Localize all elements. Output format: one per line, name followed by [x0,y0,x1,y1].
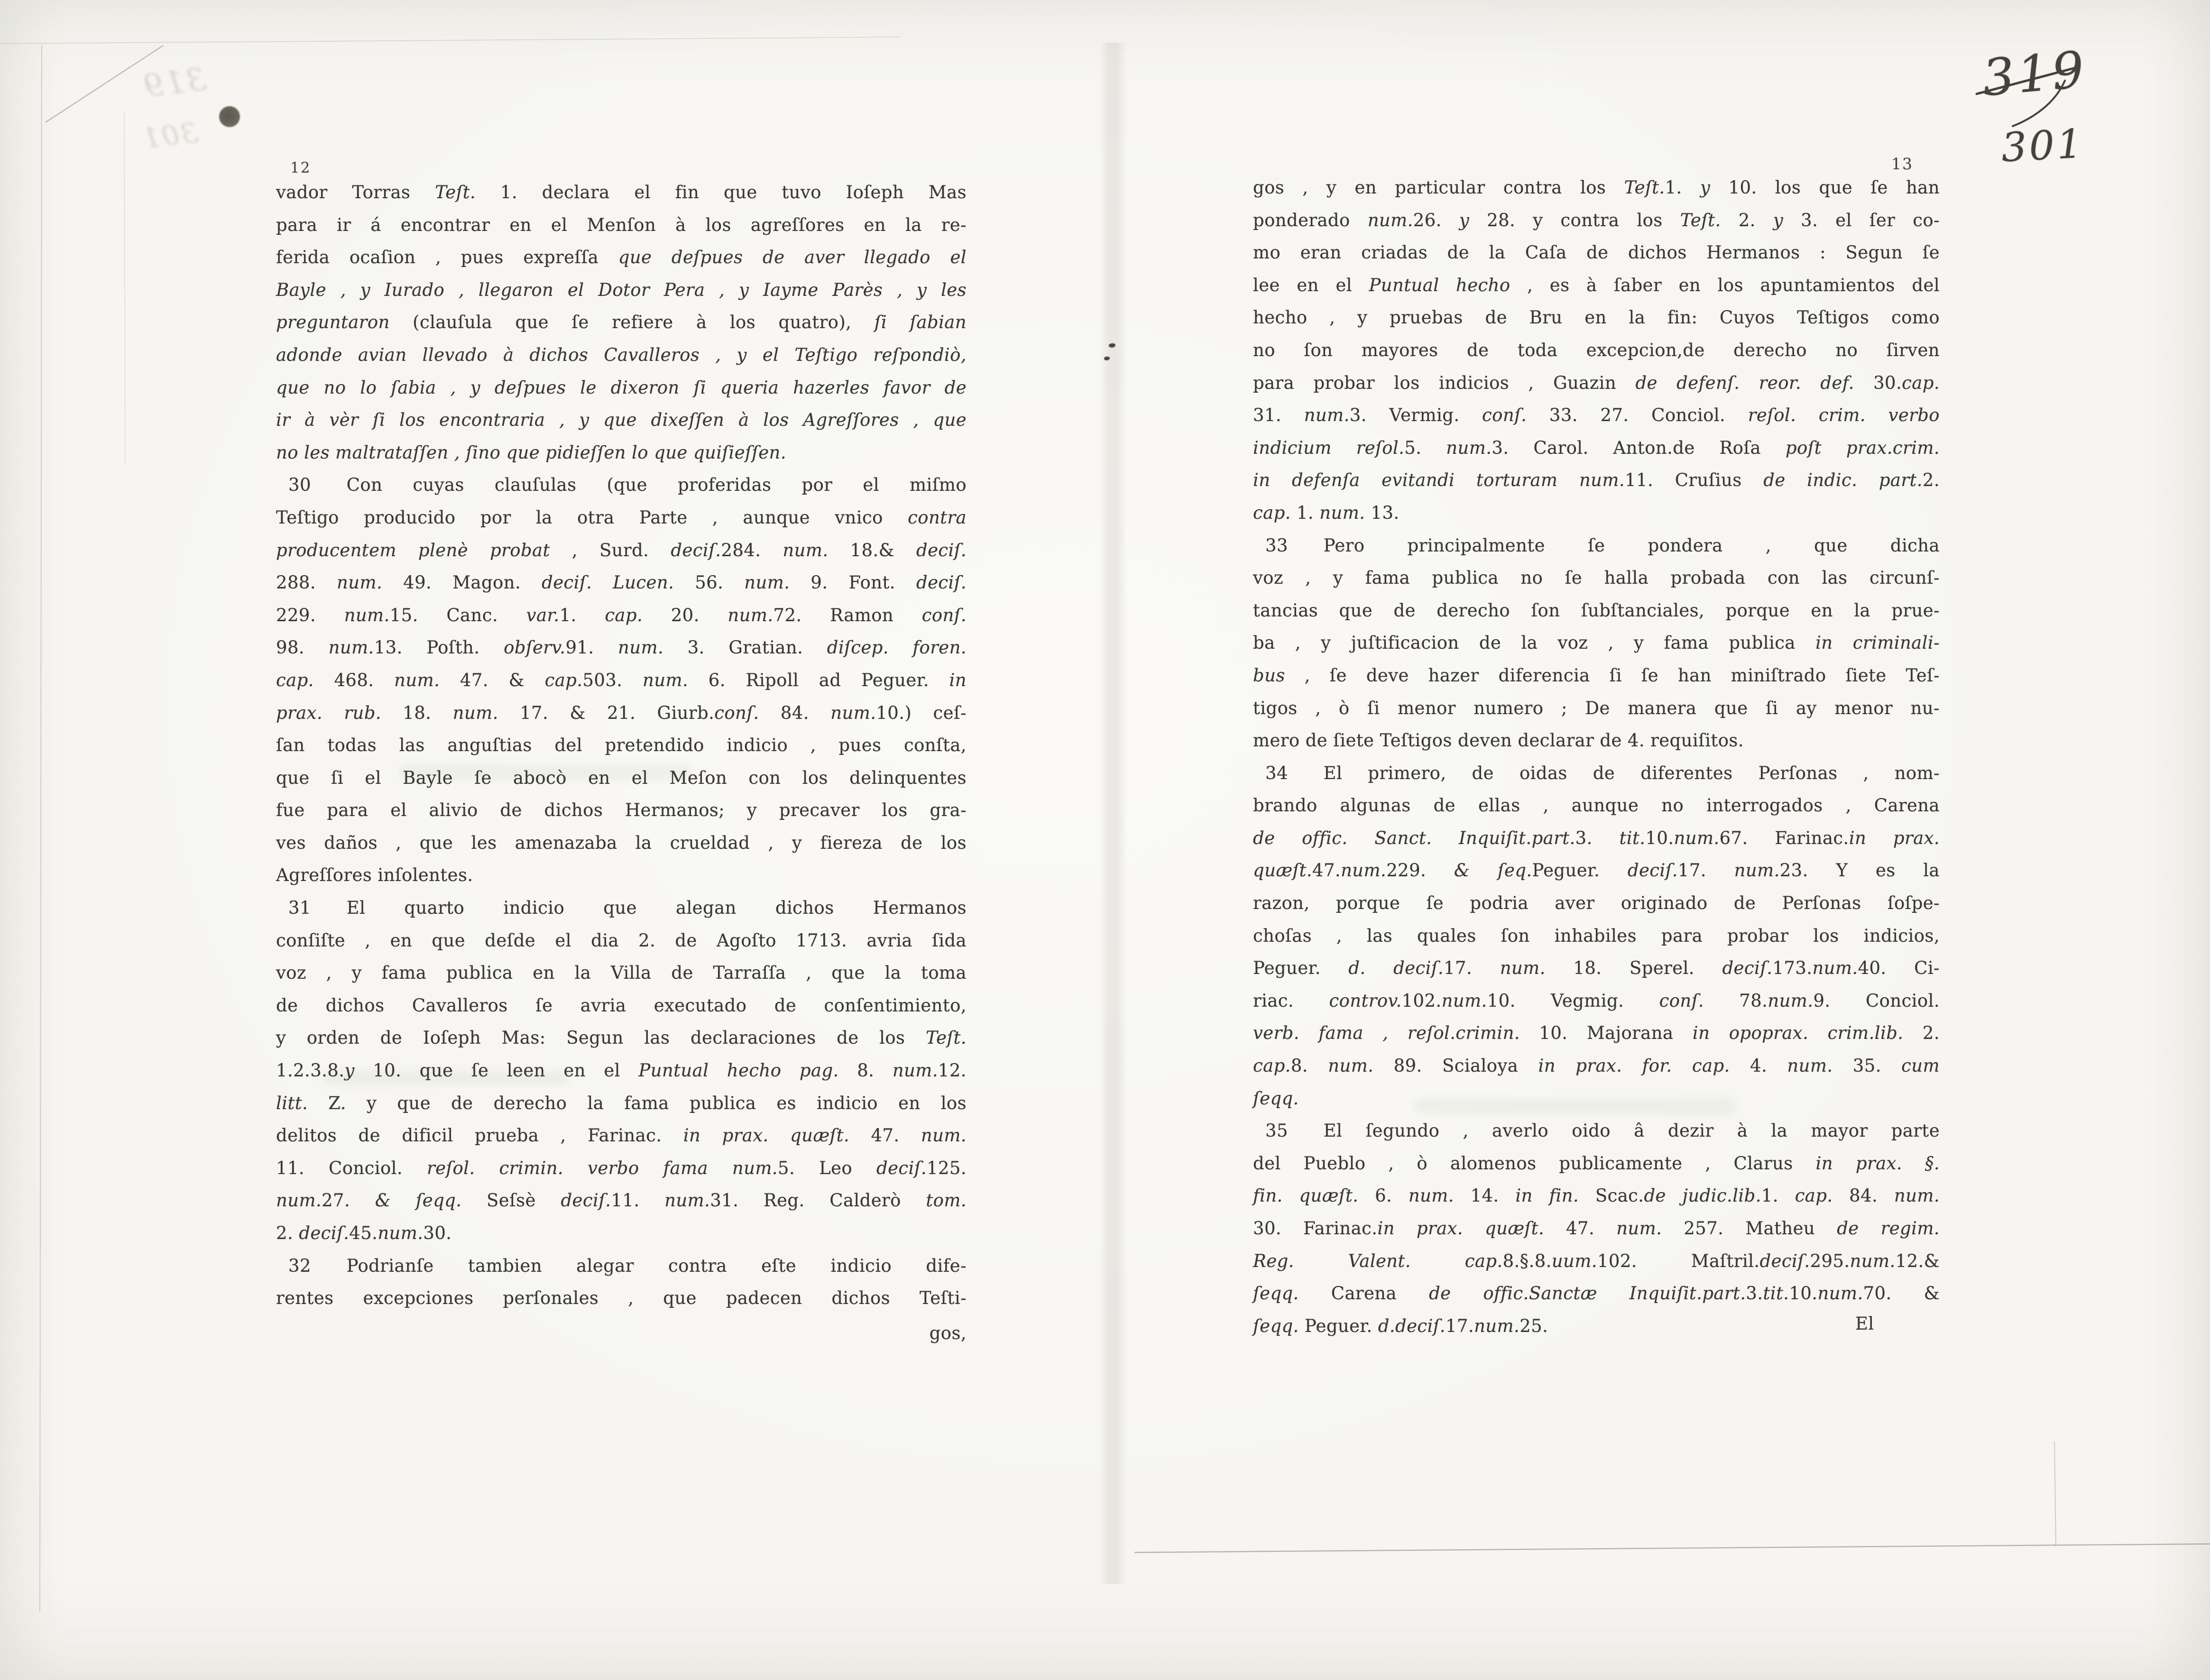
handwritten-folio-number: 301 [2000,120,2086,171]
text-line: bus , ſe deve hazer diferencia ſi ſe han miniſtrado ſiete Teſ- [1253,665,1940,686]
text-line: fue para el alivio de dichos Hermanos; y precaver los gra- [276,800,967,821]
text-line: choſas , las quales ſon inhabiles para probar los indicios, [1253,925,1940,946]
text-line: 11. Conciol. reſol. crimin. verbo fama num.5. Leo deciſ.125. [276,1157,967,1178]
text-line: delitos de dificil prueba , Farinac. in prax. quæſt. 47. num. [276,1125,967,1146]
right-page-text [1253,172,1940,1342]
ink-offset-ghost [139,116,200,155]
bottom-corner-edge [2054,1441,2056,1546]
text-line: ſeqq. Carena de offic.Sanctæ Inquiſit.part.3.tit.10.num.70. & [1253,1283,1940,1304]
text-line: 1.2.3.8.y 10. que ſe leen en el Puntual hecho pag. 8. num.12. [276,1060,967,1081]
text-line: Reg. Valent. cap.8.§.8.uum.102. Maſtril.deciſ.295.num.12.& [1253,1250,1940,1271]
text-line: razon, porque ſe podria aver originado de Perſonas ſoſpe- [1253,893,1940,914]
text-line: cap. 468. num. 47. & cap.503. num. 6. Ripoll ad Peguer. in [276,670,967,690]
ink-blot [219,106,240,127]
text-line: mero de ſiete Teſtigos deven declarar de 4. requiſitos. [1253,730,1744,751]
bottom-sheet-edge [1134,1544,2210,1552]
text-line: ves daños , que les amenazaba la crueldad , y fiereza de los [276,832,967,853]
text-line: ir à vèr ſi los encontraria , y que dixeſſen à los Agreſſores , que [276,410,967,431]
text-line: 31. num.3. Vermig. conſ. 33. 27. Conciol. reſol. crim. verbo [1253,405,1940,426]
text-line: vador Torras Teſt. 1. declara el fin que tuvo Ioſeph Mas [276,182,967,202]
text-line: 98. num.13. Poſth. obſerv.91. num. 3. Gratian. diſcep. foren. [276,637,967,658]
text-line: num.27. & ſeqq. Seſsè deciſ.11. num.31. Reg. Calderò tom. [276,1190,967,1211]
text-line: 288. num. 49. Magon. deciſ. Lucen. 56. num. 9. Font. deciſ. [276,572,967,593]
text-line: ponderado num.26. y 28. y contra los Teſt. 2. y 3. el ſer co- [1253,210,1940,230]
handwritten-folio-crossed-out: 319 [1980,40,2090,108]
text-line: brando algunas de ellas , aunque no interrogados , Carena [1253,795,1940,816]
text-line: litt. Z. y que de derecho la fama publica es indicio en los [276,1092,967,1113]
text-line: gos , y en particular contra los Teſt.1. y 10. los que ſe han [1253,177,1940,198]
text-line: que no lo ſabia , y deſpues le dixeron ſi queria hazerles favor de [276,377,967,398]
ink-offset-ghost [140,61,208,105]
text-line: no les maltrataſſen , ſino que pidieſſen lo que quiſieſſen. [276,442,786,463]
ghost-number: 319 [140,61,209,105]
text-line: voz , y fama publica en la Villa de Tarraſſa , que la toma [276,963,967,983]
text-line: indicium reſol.5. num.3. Carol. Anton.de Roſa poſt prax.crim. [1253,437,1940,458]
text-line: para probar los indicios , Guazin de defenſ. reor. def. 30.cap. [1253,372,1940,393]
text-line: riac. controv.102.num.10. Vegmig. conſ. 78.num.9. Conciol. [1253,990,1940,1011]
text-line: del Pueblo , ò alomenos publicamente , Clarus in prax. §. [1253,1153,1940,1174]
text-line: cap.8. num. 89. Scialoya in prax. for. cap. 4. num. 35. cum [1253,1056,1940,1076]
text-line: 33 Pero principalmente ſe pondera , que dicha [1265,535,1940,556]
text-line: que ſi el Bayle ſe abocò en el Meſon con los delinquentes [276,767,967,788]
text-line: Bayle , y Iurado , llegaron el Dotor Pera , y Iayme Parès , y les [276,279,967,300]
text-line: y orden de Ioſeph Mas: Segun las declaraciones de los Teſt. [276,1028,967,1048]
text-line: 30 Con cuyas clauſulas (que proferidas por el miſmo [288,475,967,496]
text-line: verb. fama , reſol.crimin. 10. Majorana in opoprax. crim.lib. 2. [1253,1023,1940,1044]
text-line: cap. 1. num. 13. [1253,502,1400,523]
text-line: conſiſte , en que deſde el dia 2. de Agoſto 1713. avria ſida [276,930,967,951]
text-line: fin. quæſt. 6. num. 14. in fin. Scac.de judic.lib.1. cap. 84. num. [1253,1185,1940,1206]
left-sheet-edge [40,46,42,1612]
text-line: Teſtigo producido por la otra Parte , aunque vnico contra [276,507,967,528]
catchword-right: El [1855,1313,1874,1334]
text-line: 2. deciſ.45.num.30. [276,1223,452,1243]
text-line: quæſt.47.num.229. & ſeq.Peguer. deciſ.17. num.23. Y es la [1253,860,1940,881]
text-line: ſeqq. Peguer. d.deciſ.17.num.25. [1253,1315,1548,1336]
text-line: ſeqq. [1253,1088,1299,1109]
text-line: ferida ocaſion , pues expreſſa que deſpues de aver llegado el [276,247,967,268]
top-sheet-edge [0,37,901,44]
under-sheet-edge [124,113,125,465]
text-line: para ir á encontrar en el Menſon à los agreſſores en la re- [276,214,967,235]
text-line: 30. Farinac.in prax. quæſt. 47. num. 257. Matheu de regim. [1253,1218,1940,1239]
text-line: 31 El quarto indicio que alegan dichos Hermanos [288,898,967,918]
text-line: de dichos Cavalleros ſe avria executado de conſentimiento, [276,995,967,1016]
text-line: Peguer. d. deciſ.17. num. 18. Sperel. deciſ.173.num.40. Ci- [1253,958,1940,979]
text-line: 229. num.15. Canc. var.1. cap. 20. num.72. Ramon conſ. [276,605,967,625]
left-page-text [276,176,967,1315]
text-line: ſan todas las anguſtias del pretendido indicio , pues conſta, [276,735,967,756]
text-line: mo eran criadas de la Caſa de dichos Hermanos : Segun ſe [1253,242,1940,263]
text-line: no ſon mayores de toda excepcion,de derecho no ſirven [1253,340,1940,360]
text-line: ba , y juſtificacion de la voz , y fama publica in criminali- [1253,633,1940,653]
text-line: lee en el Puntual hecho , es à ſaber en los apuntamientos del [1253,275,1940,295]
text-line: adonde avian llevado à dichos Cavalleros , y el Teſtigo reſpondiò, [276,344,967,365]
text-line: producentem plenè probat , Surd. deciſ.284. num. 18.& deciſ. [276,540,967,560]
text-line: tancias que de derecho ſon ſubſtanciales, porque en la prue- [1253,600,1940,621]
text-line: rentes excepciones perſonales , que padecen dichos Teſti- [276,1288,967,1309]
page-number-left: 12 [290,159,311,176]
text-line: de offic. Sanct. Inquiſit.part.3. tit.10.num.67. Farinac.in prax. [1253,827,1940,848]
text-line: Agreſſores inſolentes. [276,865,473,886]
page-number-right: 13 [1891,155,1913,173]
text-line: in defenſa evitandi torturam num.11. Cruſius de indic. part.2. [1253,470,1940,491]
text-line: 35 El ſegundo , averlo oido â dezir à la mayor parte [1265,1120,1940,1141]
ghost-number: 301 [139,116,200,156]
text-line: preguntaron (clauſula que ſe refiere à los quatro), ſi ſabian [276,312,967,333]
catchword-left: gos, [929,1323,967,1343]
text-line: hecho , y pruebas de Bru en la fin: Cuyos Teſtigos como [1253,307,1940,328]
text-line: 34 El primero, de oidas de diferentes Perſonas , nom- [1265,762,1940,783]
text-line: 32 Podrianſe tambien alegar contra eſte indicio dife- [288,1255,967,1276]
gutter-shadow [1099,43,1127,1584]
text-line: prax. rub. 18. num. 17. & 21. Giurb.conſ. 84. num.10.) ceſ- [276,702,967,723]
text-line: tigos , ò ſi menor numero ; De manera que ſi ay menor nu- [1253,698,1940,718]
text-line: voz , y fama publica no ſe halla probada con las circunſ- [1253,568,1940,588]
